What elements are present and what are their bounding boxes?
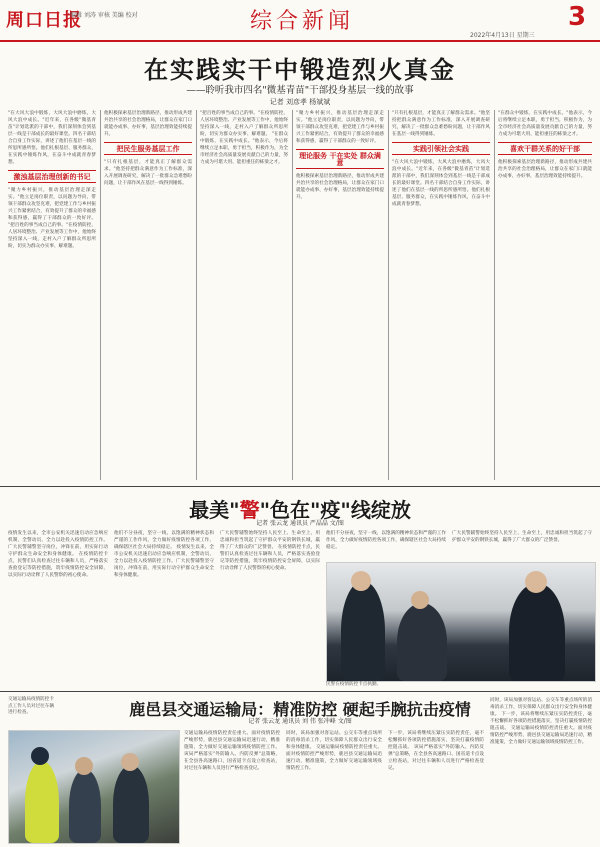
second-column-4 (326, 530, 446, 560)
column-divider (292, 110, 293, 480)
headline-part: "色在"疫"线绽放 (259, 498, 411, 522)
headline-highlight: 警 (239, 498, 260, 522)
second-paragraph: 广大民警辅警始终坚持人民至上、生命至上，用忠诚和担当筑起了守护群众平安的钢铁长城，赢得了广大群众的广泛赞誉。 (220, 531, 320, 550)
page-header (0, 0, 600, 42)
lead-paragraph: "在大风大浪中锻炼，大风大浪中磨炼，大风大浪中成长。"近年来，在各级"微基青苗"计划选派的干部中，我们深刻体会到基层一线是干部成长的最好课堂。四名干部结合自身工作实际，讲述了他们在基层一线的所思所感所悟。他们扎根基层、服务群众，在实践中锤炼作风，在奋斗中成就青春梦想。 (8, 111, 96, 165)
lead-box-head: 激浊基层治理创新的书记 (8, 170, 96, 183)
police-photo (326, 562, 596, 682)
third-paragraph: 同时，该局加强对客运站、公交车等重点场所的消毒消杀工作，切实保障人民群众出行安全和身体健康。 (490, 698, 592, 717)
lead-paragraph: "把百姓的事当成自己的事。"在疫情防控、人居环境整治、产业发展等工作中，他始终坚持深入一线，走村入户了解群众所思所盼，切实为群众办实事、解难题。 (200, 111, 288, 137)
second-column-2 (114, 530, 214, 680)
section-title: 综合新闻 (250, 9, 355, 34)
second-column-1 (8, 530, 108, 680)
lead-box-head: 喜欢干群关系的好干部 (498, 142, 592, 155)
second-paragraph: 广大民警辅警始终坚持人民至上、生命至上，用忠诚和担当筑起了守护群众平安的钢铁长城，赢得了广大群众的广泛赞誉。 (452, 531, 592, 543)
lead-paragraph: "只有扎根基层，才能真正了解群众需求。"他坚持把群众满意作为工作标准，深入开展调查研究，解决了一批群众急难愁盼问题，让干部作风在基层一线得到锤炼。 (104, 160, 192, 186)
second-photo-caption: 民警在疫情防控卡点执勤。 (326, 682, 382, 687)
lead-column-1 (8, 110, 96, 480)
section-rule (0, 486, 600, 487)
third-column-2 (286, 730, 382, 842)
masthead: 周口日报 (6, 10, 82, 31)
lead-paragraph: 他积极探索基层治理新路径，推动形成共建共治共享的社会治理格局，让群众在家门口就能办成事、办好事，基层治理效能持续提升。 (498, 160, 592, 179)
lead-box-head: 理论服务 干在实处 群众满意 (296, 149, 384, 169)
third-paragraph: 该局严格落实"外防输入、内防反弹"总策略，在全县各高速路口、国省道卡点设立检查站，对过往车辆和人员进行严格检查登记。 (184, 752, 280, 771)
lead-column-2 (104, 110, 192, 480)
second-paragraph: 疫情发生以来，全市公安机关迅速启动应急响应机制，全警动员、全力以赴投入疫情防控工作。广大民警辅警坚守岗位，冲锋在前，用实际行动守护群众生命安全和身体健康。 (8, 531, 108, 557)
lead-paragraph: 他积极探索基层治理新路径，推动形成共建共治共享的社会治理格局，让群众在家门口就能办成事、办好事，基层治理效能持续提升。 (104, 111, 192, 137)
lead-paragraph: "聚力乡村振兴，推动基层治理走深走实。"他立足岗位职责，以问题为导向，带领干部群众攻坚克难，把党建工作与乡村振兴工作紧密结合，有效提升了群众的幸福感和获得感，赢得了干部群众的一致好评。 (296, 111, 384, 144)
lead-paragraph: "只有扎根基层，才能真正了解群众需求。"他坚持把群众满意作为工作标准，深入开展调查研究，解决了一批群众急难愁盼问题，让干部作风在基层一线得到锤炼。 (392, 111, 490, 137)
lead-box-head: 实践引领社会实践 (392, 142, 490, 155)
lead-paragraph: "在群众中锻炼，在实践中成长。"他表示，今后将继续立足本职，勇于担当，积极作为，为全市经济社会高质量发展贡献自己的力量，努力成为可堪大用、能担重任的栋梁之才。 (200, 132, 288, 165)
third-paragraph: 交通运输局疫情防控责任重大。面对疫情防控严峻形势，鹿邑县交通运输局迅速行动，精准施策，全力做好交通运输领域疫情防控工作。 (184, 731, 280, 750)
second-column-3 (220, 530, 320, 680)
lead-paragraph: "把百姓的事当成自己的事。"在疫情防控、人居环境整治、产业发展等工作中，他始终坚持深入一线，走村入户了解群众所思所盼，切实为群众办实事、解难题。 (8, 223, 96, 249)
lead-column-5 (392, 110, 490, 480)
lead-byline: 记者 刘彦孝 杨斌斌 (269, 98, 331, 106)
third-column-4 (490, 697, 592, 842)
second-paragraph: 在疫情防控卡点，民警们认真检查过往车辆和人员，严格落实查验登记等防控措施，筑牢疫情防控安全屏障，以实际行动诠释了人民警察的初心使命。 (220, 545, 320, 571)
second-byline: 记者 张云龙 通讯员 严晶晶 文/图 (256, 520, 344, 527)
third-paragraph: 下一步，该局将继续压紧压实防控责任，毫不松懈抓好各项防控措施落实，坚决打赢疫情防控阻击战。 (388, 731, 484, 750)
second-paragraph: 在疫情防控卡点，民警们认真检查过往车辆和人员，严格落实查验登记等防控措施，筑牢疫情防控安全屏障，以实际行动诠释了人民警察的初心使命。 (8, 552, 108, 578)
third-byline: 记者 张云龙 通讯员 刘 伟 张冲峰 文/图 (248, 718, 352, 725)
lead-column-3 (200, 110, 288, 480)
third-paragraph: 交通运输局疫情防控责任重大。面对疫情防控严峻形势，鹿邑县交通运输局迅速行动，精准施策，全力做好交通运输领域疫情防控工作。 (490, 726, 592, 745)
second-paragraph: 他们不分昼夜，坚守一线，以饱满的精神状态和严谨的工作作风，全力做好疫情防控各项工作，确保辖区社会大局持续稳定。 (326, 531, 446, 550)
lead-paragraph: 他积极探索基层治理新路径，推动形成共建共治共享的社会治理格局，让群众在家门口就能办成事、办好事，基层治理效能持续提升。 (296, 174, 384, 200)
page-number: 3 (568, 2, 587, 32)
headline-part: 最美" (189, 498, 240, 522)
third-headline: 鹿邑县交通运输局：精准防控 硬起手腕抗击疫情 (129, 700, 471, 719)
traffic-checkpoint-photo (8, 730, 180, 844)
header-rule (0, 40, 600, 42)
third-paragraph: 该局严格落实"外防输入、内防反弹"总策略，在全县各高速路口、国省道卡点设立检查站，对过往车辆和人员进行严格检查登记。 (388, 745, 484, 771)
second-paragraph: 他们不分昼夜，坚守一线，以饱满的精神状态和严谨的工作作风，全力做好疫情防控各项工作，确保辖区社会大局持续稳定。 (114, 531, 214, 550)
section-rule (0, 691, 600, 692)
column-divider (388, 110, 389, 480)
date-line: 2022年4月13日 星期三 (470, 32, 535, 39)
lead-column-6 (498, 110, 592, 480)
column-divider (100, 110, 101, 480)
third-paragraph: 下一步，该局将继续压紧压实防控责任，毫不松懈抓好各项防控措施落实，坚决打赢疫情防控阻击战。 (490, 712, 592, 731)
third-paragraph: 同时，该局加强对客运站、公交车等重点场所的消毒消杀工作，切实保障人民群众出行安全和身体健康。 (286, 731, 382, 750)
third-photo-caption: 交通运输局疫情防控卡点工作人员对过往车辆进行检查。 (8, 697, 54, 715)
third-column-1 (184, 730, 280, 842)
lead-paragraph: "聚力乡村振兴，推动基层治理走深走实。"他立足岗位职责，以问题为导向，带领干部群众攻坚克难，把党建工作与乡村振兴工作紧密结合，有效提升了群众的幸福感和获得感，赢得了干部群众的一致好评。 (8, 188, 96, 221)
lead-headline: 在实践实干中锻造烈火真金 (144, 55, 456, 84)
third-column-3 (388, 730, 484, 842)
column-divider (494, 110, 495, 480)
lead-paragraph: "在群众中锻炼，在实践中成长。"他表示，今后将继续立足本职，勇于担当，积极作为，为全市经济社会高质量发展贡献自己的力量，努力成为可堪大用、能担重任的栋梁之才。 (498, 111, 592, 137)
column-divider (196, 110, 197, 480)
second-paragraph: 疫情发生以来，全市公安机关迅速启动应急响应机制，全警动员、全力以赴投入疫情防控工作。广大民警辅警坚守岗位，冲锋在前，用实际行动守护群众生命安全和身体健康。 (114, 545, 214, 578)
lead-subheadline: ——聆听我市四名"微基青苗"干部投身基层一线的故事 (186, 85, 414, 96)
second-column-5 (452, 530, 592, 560)
masthead-sub: 编辑 刘涛 审核 美编 校对 (70, 12, 138, 19)
lead-box-head: 把民生服务基层工作 (104, 142, 192, 155)
third-paragraph: 交通运输局疫情防控责任重大。面对疫情防控严峻形势，鹿邑县交通运输局迅速行动，精准施策，全力做好交通运输领域疫情防控工作。 (286, 745, 382, 771)
lead-column-4 (296, 110, 384, 480)
lead-paragraph: "在大风大浪中锻炼，大风大浪中磨炼，大风大浪中成长。"近年来，在各级"微基青苗"计划选派的干部中，我们深刻体会到基层一线是干部成长的最好课堂。四名干部结合自身工作实际，讲述了他们在基层一线的所思所感所悟。他们扎根基层、服务群众，在实践中锤炼作风，在奋斗中成就青春梦想。 (392, 160, 490, 207)
